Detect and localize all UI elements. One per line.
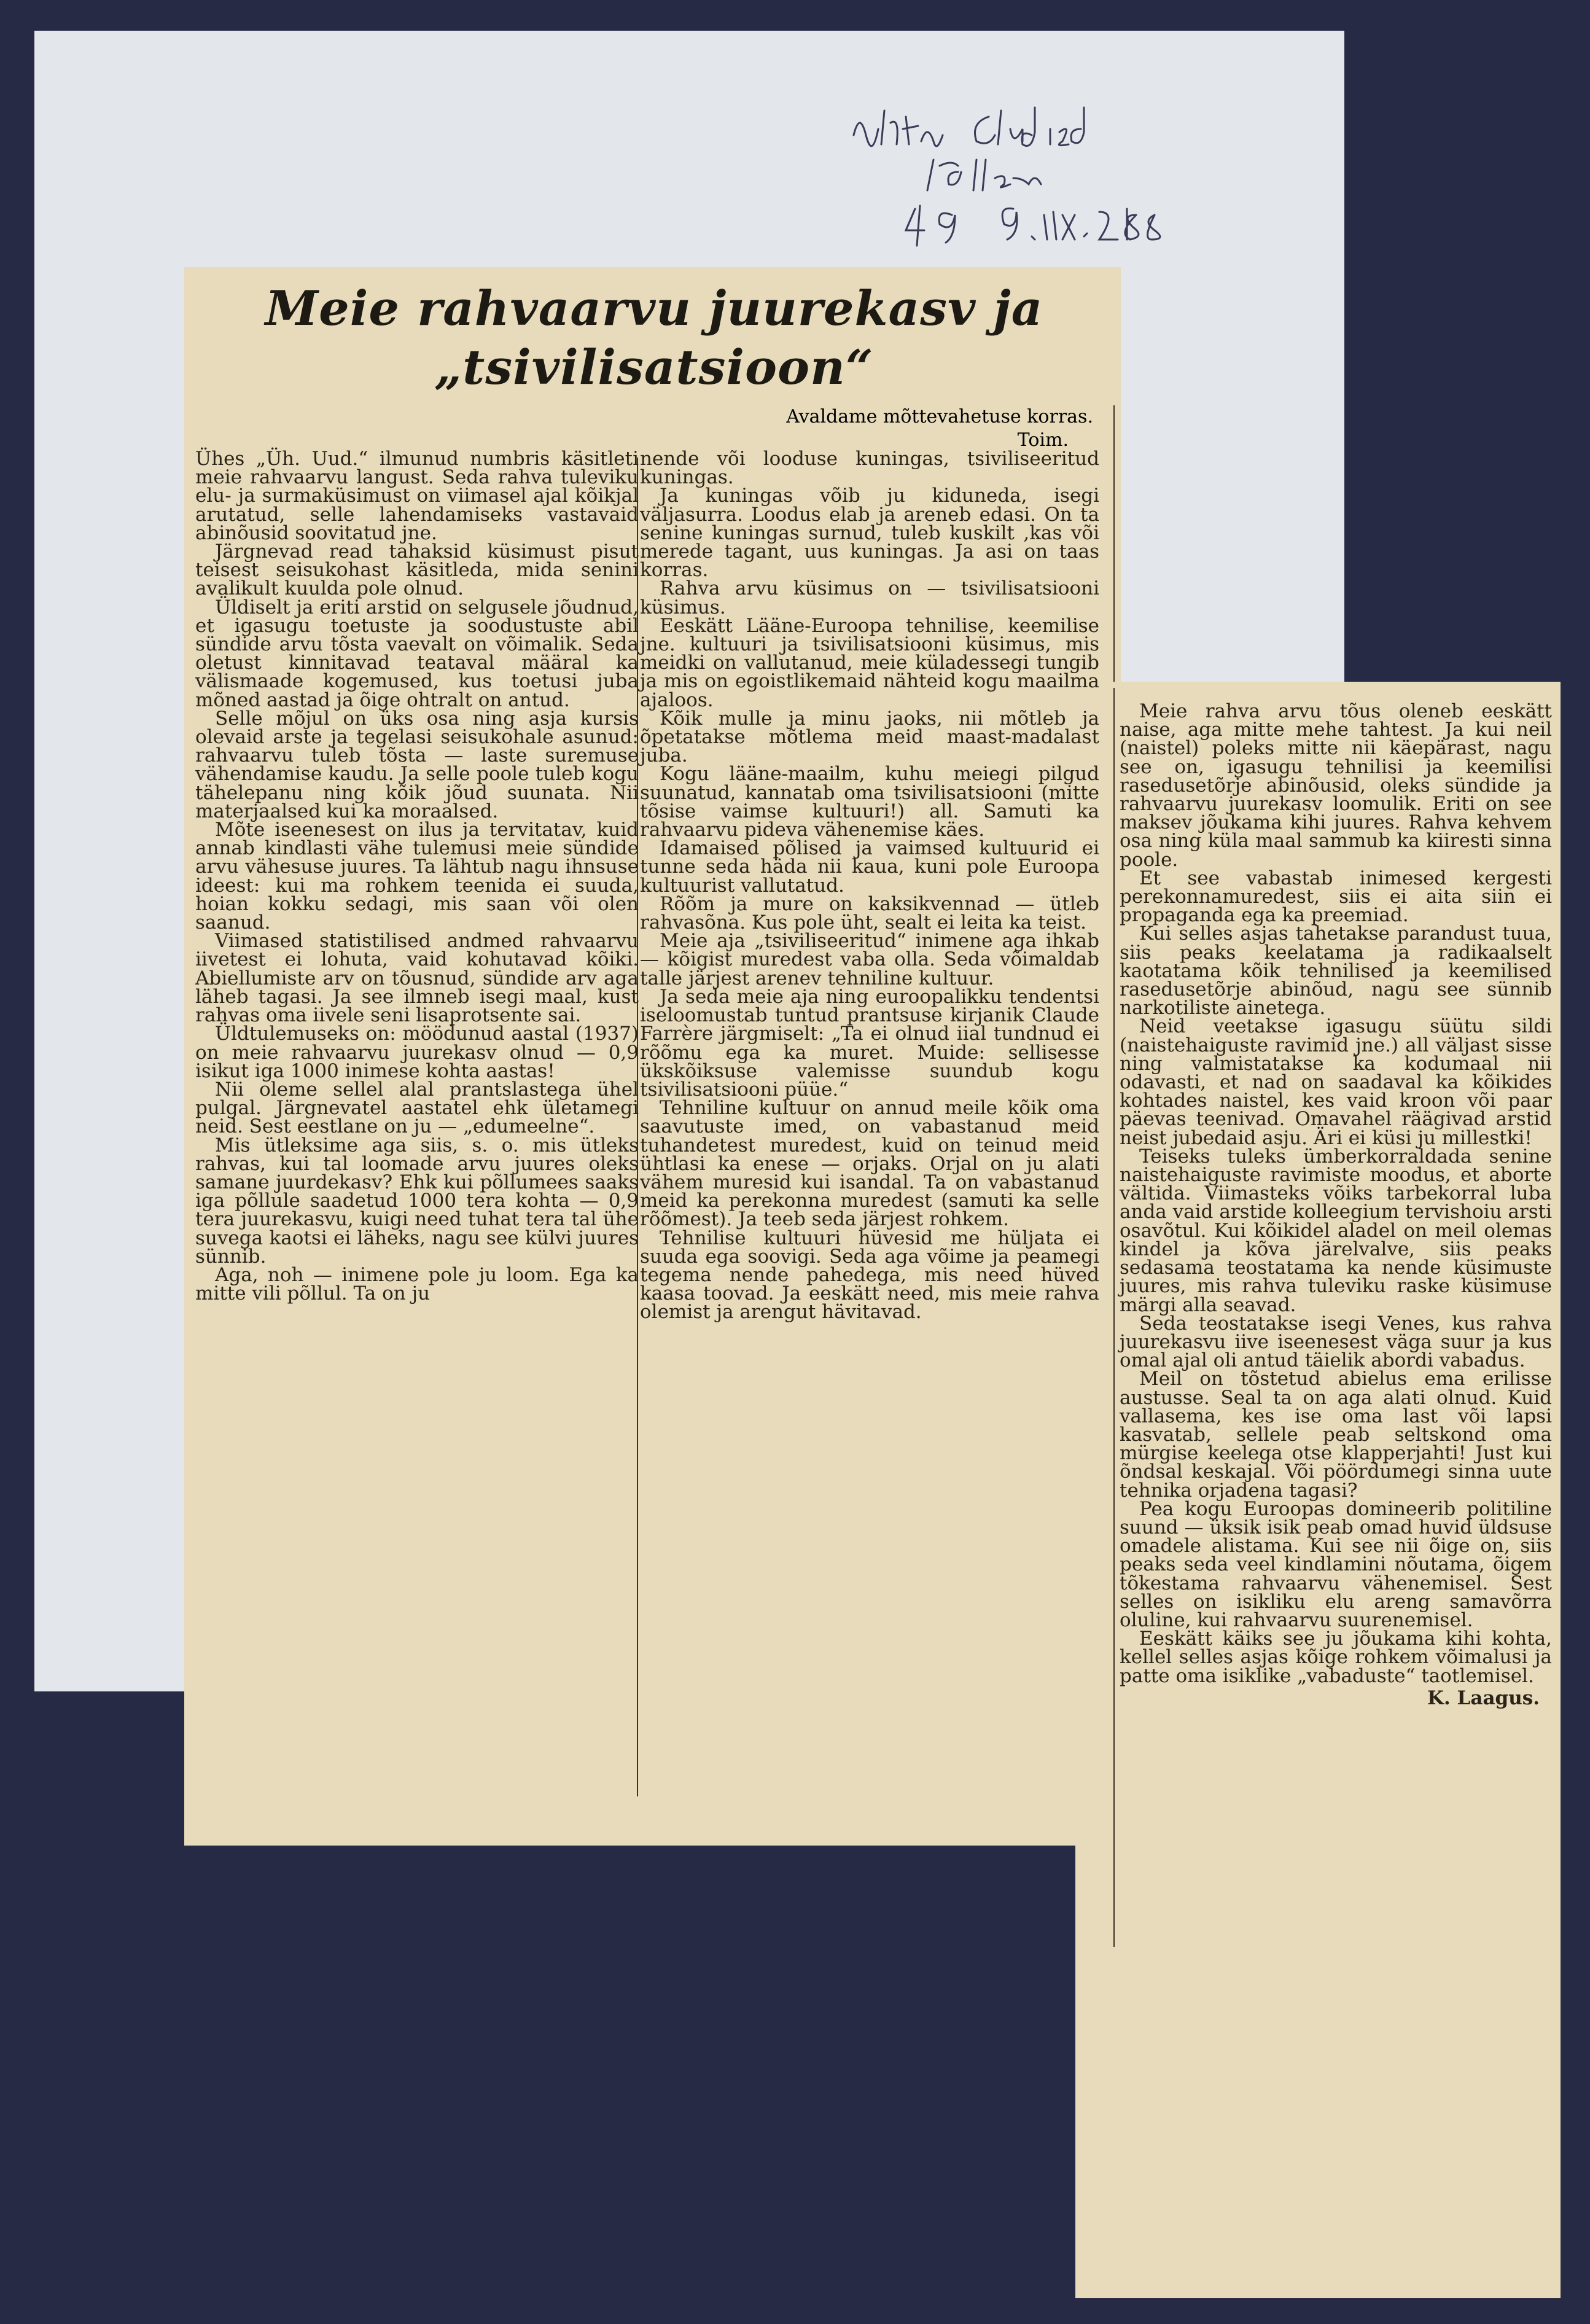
paragraph: Pea kogu Euroopas domineerib politiline suund — üksik isik peab omad huvid üldsuse omadele alistama. Kui see nii õige on, siis peaks seda veel kindlamini nõutama, õigem tõkestama rahvaarvu vähenemisel. Sest selles on isikliku elu areng samavõrra oluline, kui rahvaarvu suurenemisel. (1120, 1497, 1552, 1631)
paragraph: Mõte iseenesest on ilus ja tervitatav, kuid annab kindlasti vähe tulemusi meie sündide arvu vähesuse juures. Ta lähtub nagu ihnsuse ideest: kui ma rohkem teenida ei suuda, hoian kokku sedagi, mis saan või olen saanud. (195, 819, 639, 934)
paragraph: Tehniline kultuur on annud meile kõik oma saavutuste imed, on vabastanud meid tuhandetest muredest, kuid on teinud meid ühtlasi ka enese — orjaks. Orjal on ju alati vähem muresid kui isandal. Ta on vabastanud meid ka perekonna muredest (samuti ka selle rõõmest). Ja teeb seda järjest rohkem. (640, 1097, 1099, 1231)
paragraph: Mis ütleksime aga siis, s. o. mis ütleks rahvas, kui tal loomade arvu juures oleks samane juurdekasv? Ehk kui põllumees saaks iga põllule saadetud 1000 tera kohta — 0,9 tera juurekasvu, kuigi need tuhat tera tal ühe suvega kaotsi ei läheks, nagu see külvi juures sünnib. (195, 1134, 639, 1268)
paragraph: Meil on tõstetud abielus ema erilisse austusse. Seal ta on aga alati olnud. Kuid vallasema, kes ise oma last või lapsi kasvatab, sellele peab seltskond oma mürgise keelega otse klapperjahti! Just kui õndsal keskajal. Või pöördumegi sinna uute tehnika orjadena tagasi? (1120, 1368, 1552, 1502)
paragraph: Eeskätt käiks see ju jõukama kihi kohta, kellel selles asjas kõige rohkem võimalusi ja patte oma isiklike „vabaduste“ taotlemisel. (1120, 1628, 1552, 1687)
paragraph: Järgnevad read tahaksid küsimust pisut teisest seisukohast käsitleda, mida senini avalikult kuulda pole olnud. (195, 540, 639, 600)
paragraph: Meie aja „tsiviliseeritud“ inimene aga ihkab — kõigist muredest vaba olla. Seda võimaldab talle järjest arenev tehniline kultuur. (640, 930, 1099, 989)
paragraph: Meie rahva arvu tõus oleneb eeskätt naise, aga mitte mehe tahtest. Ja kui neil (naistel) poleks mitte nii käepärast, nagu see on, igasugu tehnilisi ja keemilisi rasedusetõrje abinõusid, oleks sündide ja rahvaarvu juurekasv loomulik. Eriti on see maksev jõukama kihi juures. Rahva kehvem osa ning küla maal sammub ka kiiresti sinna poole. (1120, 700, 1552, 871)
paragraph: Ja seda meie aja ning euroopalikku tendentsi iseloomustab tuntud prantsuse kirjanik Claude Farrère järgmiselt: „Ta ei olnud iial tundnud ei rõõmu ega ka muret. Muide: sellisesse ükskõiksuse valemisse suundub kogu tsivilisatsiooni püüe.“ (640, 985, 1099, 1101)
paragraph: Aga, noh — inimene pole ju loom. Ega ka mitte vili põllul. Ta on ju (195, 1263, 639, 1305)
paragraph: Idamaised põlised ja vaimsed kultuurid ei tunne seda häda nii kaua, kuni pole Euroopa kultuurist vallutatud. (640, 837, 1099, 897)
paragraph: Tehnilise kultuuri hüvesid me hüljata ei suuda ega soovigi. Seda aga võime ja peamegi tegema nende pahedega, mis need hüved kaasa toovad. Ja eeskätt need, mis meie rahva olemist ja arengut hävitavad. (640, 1226, 1099, 1324)
paragraph: nende või looduse kuningas, tsiviliseeritud kuningas. (640, 448, 1099, 489)
paragraph: Üldiselt ja eriti arstid on selgusele jõudnud, et igasugu toetuste ja soodustuste abil sündide arvu tõsta vaevalt on võimalik. Seda oletust kinnitavad teataval määral ka välismaade kogemused, kus toetusi juba mõned aastad ja õige ohtralt on antud. (195, 596, 639, 711)
editor-note-sign: Toim. (1017, 429, 1069, 451)
column-divider (1113, 405, 1115, 682)
paragraph: Ja kuningas võib ju kiduneda, isegi väljasurra. Loodus elab ja areneb edasi. On ta senine kuningas surnud, tuleb kuskilt ,kas või merede tagant, uus kuningas. Ja asi on taas korras. (640, 485, 1099, 582)
headline-line-2: „tsivilisatsioon“ (434, 340, 874, 396)
paragraph: Rahva arvu küsimus on — tsivilisatsiooni küsimus. (640, 577, 1099, 618)
paragraph: Seda teostatakse isegi Venes, kus rahva juurekasvu iive iseenesest väga suur ja kus omal ajal oli antud täielik abordi vabadus. (1120, 1312, 1552, 1372)
paragraph: Üldtulemuseks on: möödunud aastal (1937) on meie rahvaarvu juurekasv olnud — 0,9 isikut iga 1000 inimese kohta aastas! (195, 1023, 639, 1082)
paragraph: Kui selles asjas tahetakse parandust tuua, siis peaks keelatama ja radikaalselt kaotatama kõik tehnilised ja keemilised rasedusetõrje abinõud, nagu see sünnib narkotiliste ainetega. (1120, 922, 1552, 1020)
author-signature: K. Laagus. (1427, 1686, 1540, 1709)
paragraph: Kõik mulle ja minu jaoks, nii mõtleb ja õpetatakse mõtlema meid maast-madalast juba. (640, 707, 1099, 767)
article-column-1 (195, 450, 639, 1303)
column-divider (1113, 688, 1115, 1947)
paragraph: Nii oleme sellel alal prantslastega ühel pulgal. Järgnevatel aastatel ehk ületamegi neid. Sest eestlane on ju — „edumeelne“. (195, 1078, 639, 1138)
article-column-2 (640, 450, 1099, 1322)
paragraph: Viimased statistilised andmed rahvaarvu iivetest ei lohuta, vaid kohutavad kõiki. Abiellumiste arv on tõusnud, sündide arv aga läheb tagasi. Ja see ilmneb isegi maal, kust rahvas oma iivele seni lisaprotsente sai. (195, 930, 639, 1027)
paragraph: Ühes „Üh. Uud.“ ilmunud numbris käsitleti meie rahvaarvu langust. Seda rahva tuleviku elu- ja surmaküsimust on viimasel ajal kõikjal arutatud, selle lahendamiseks vastavaid abinõusid soovitatud jne. (195, 448, 639, 544)
paragraph: Teiseks tuleks ümberkorraldada senine naistehaiguste ravimiste moodus, et aborte vältida. Viimasteks võiks tarbekorral luba anda vaid arstide kolleegium tervishoiu arsti osavõtul. Kui kõikidel aladel on meil olemas kindel ja kõva järelvalve, siis peaks sedasama teostatama ka nende küsimuste juures, mis rahva tuleviku raske küsimuse märgi alla seavad. (1120, 1145, 1552, 1316)
paragraph: Eeskätt Lääne-Euroopa tehnilise, keemilise jne. kultuuri ja tsivilisatsiooni küsimus, mis meidki on vallutanud, meie küladessegi tungib ja mis on egoistlikemaid nähteid kogu maailma ajaloos. (640, 614, 1099, 711)
editor-note-text: Avaldame mõttevahetuse korras. (786, 406, 1093, 427)
paragraph: Kogu lääne-maailm, kuhu meiegi pilgud suunatud, kannatab oma tsivilisatsiooni (mitte tõsise vaimse kultuuri!) all. Samuti ka rahvaarvu pideva vähenemise käes. (640, 763, 1099, 841)
editor-note (682, 405, 1093, 452)
paragraph: Et see vabastab inimesed kergesti perekonnamuredest, siis ei aita siin ei propaganda ega ka preemiad. (1120, 867, 1552, 927)
handwritten-annotation (848, 92, 1191, 258)
headline-line-1: Meie rahvaarvu juurekasv ja (265, 281, 1043, 337)
article-headline (209, 279, 1099, 397)
paragraph: Neid veetakse igasugu süütu sildi (naistehaiguste ravimid jne.) all väljast sisse ning valmistatakse ka kodumaal nii odavasti, et nad on saadaval ka kõikides kohtades naistel, kes vaid kroon või paar päevas teenivad. Omavahel räägivad arstid neist jubedaid asju. Äri ei küsi ju millestki! (1120, 1015, 1552, 1149)
paragraph: Selle mõjul on üks osa ning asja kursis olevaid arste ja tegelasi seisukohale asunud: rahvaarvu tuleb tõsta — laste suremuse vähendamise kaudu. Ja selle poole tuleb kogu tähelepanu ning kõik jõud suunata. Nii materjaalsed kui ka moraalsed. (195, 707, 639, 822)
article-column-3 (1120, 702, 1552, 1707)
paragraph: Rõõm ja mure on kaksikvennad — ütleb rahvasõna. Kus pole üht, sealt ei leita ka teist. (640, 892, 1099, 934)
